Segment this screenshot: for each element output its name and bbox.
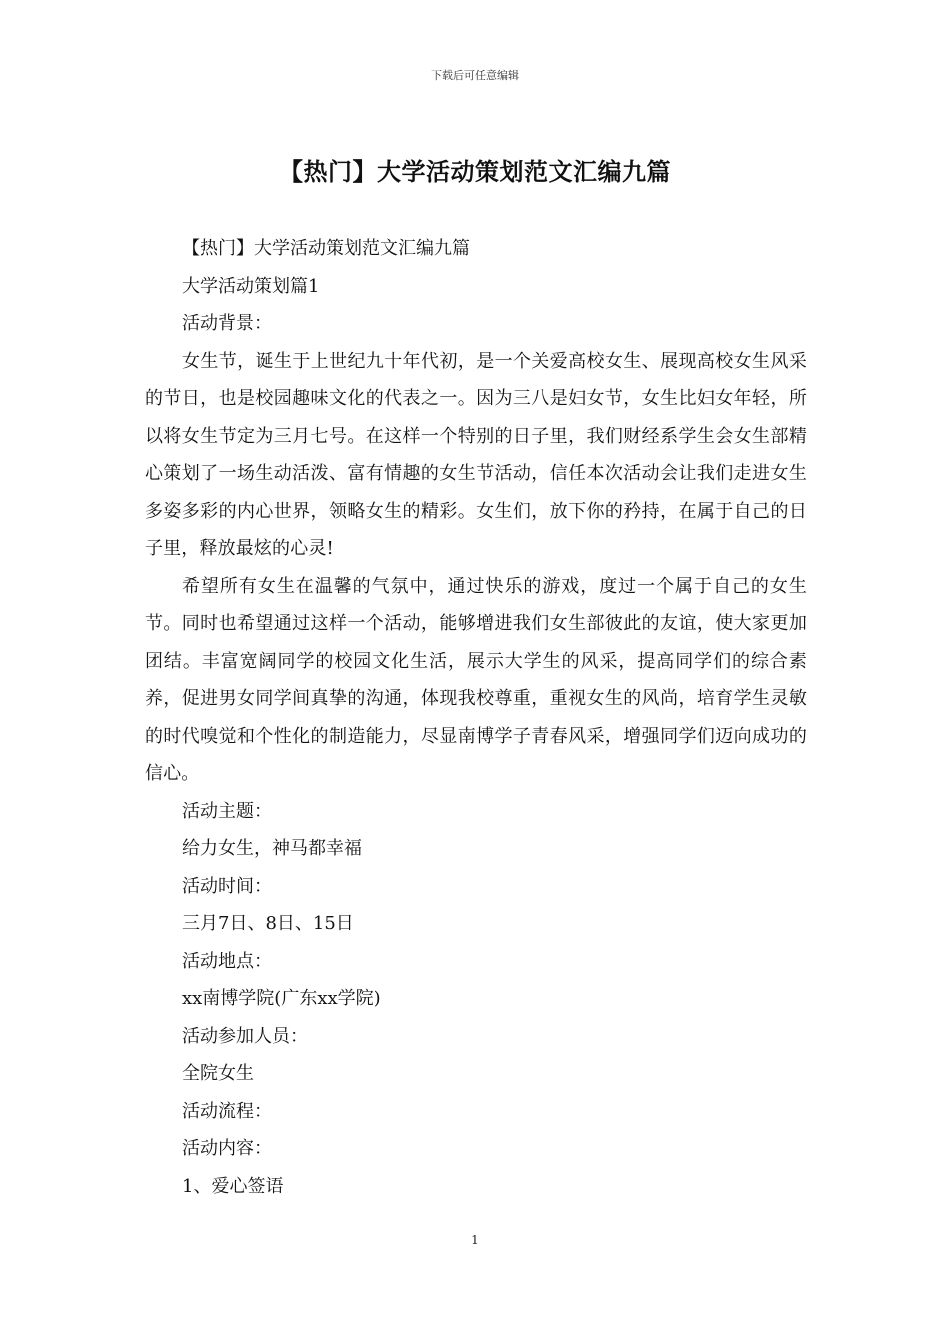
- process-label: 活动流程：: [182, 1100, 272, 1122]
- header-note: 下载后可任意编辑: [431, 69, 519, 82]
- place-value: xx南博学院(广东xx学院): [182, 988, 381, 1009]
- theme-label: 活动主题：: [182, 800, 272, 822]
- participants-value: 全院女生: [182, 1063, 254, 1084]
- section-heading: 大学活动策划篇1: [182, 275, 320, 297]
- time-label: 活动时间：: [182, 875, 272, 897]
- time-value: 三月7日、8日、15日: [182, 913, 354, 934]
- content-label: 活动内容：: [182, 1138, 272, 1159]
- participants-label: 活动参加人员：: [182, 1025, 308, 1047]
- page-number: 1: [471, 1233, 479, 1247]
- background-label: 活动背景：: [182, 313, 272, 334]
- place-label: 活动地点：: [182, 950, 272, 972]
- paragraph-purpose: 希望所有女生在温馨的气氛中，通过快乐的游戏，度过一个属于自己的女生节。同时也希望通过这样一个活动，能够增进我们女生部彼此的友谊，使大家更加团结。丰富宽阔同学的校园文化生活，展示大学生的风采，提高同学们的综合素养，促进男女同学间真挚的沟通，体现我校尊重，重视女生的风尚，培育学生灵敏的时代嗅觉和个性化的制造能力，尽显南博学子青春风采，增强同学们迈向成功的信心。: [145, 575, 807, 784]
- document-body: [145, 230, 807, 1205]
- document-title: 【热门】大学活动策划范文汇编九篇: [279, 157, 671, 186]
- subtitle: 【热门】大学活动策划范文汇编九篇: [182, 238, 470, 259]
- content-item: 1、爱心签语: [182, 1175, 284, 1197]
- paragraph-background: 女生节，诞生于上世纪九十年代初，是一个关爱高校女生、展现高校女生风采的节日，也是校园趣味文化的代表之一。因为三八是妇女节，女生比妇女年轻，所以将女生节定为三月七号。在这样一个特别的日子里，我们财经系学生会女生部精心策划了一场生动活泼、富有情趣的女生节活动，信任本次活动会让我们走进女生多姿多彩的内心世界，领略女生的精彩。女生们，放下你的矜持，在属于自己的日子里，释放最炫的心灵!: [145, 350, 807, 559]
- theme-value: 给力女生，神马都幸福: [182, 838, 362, 859]
